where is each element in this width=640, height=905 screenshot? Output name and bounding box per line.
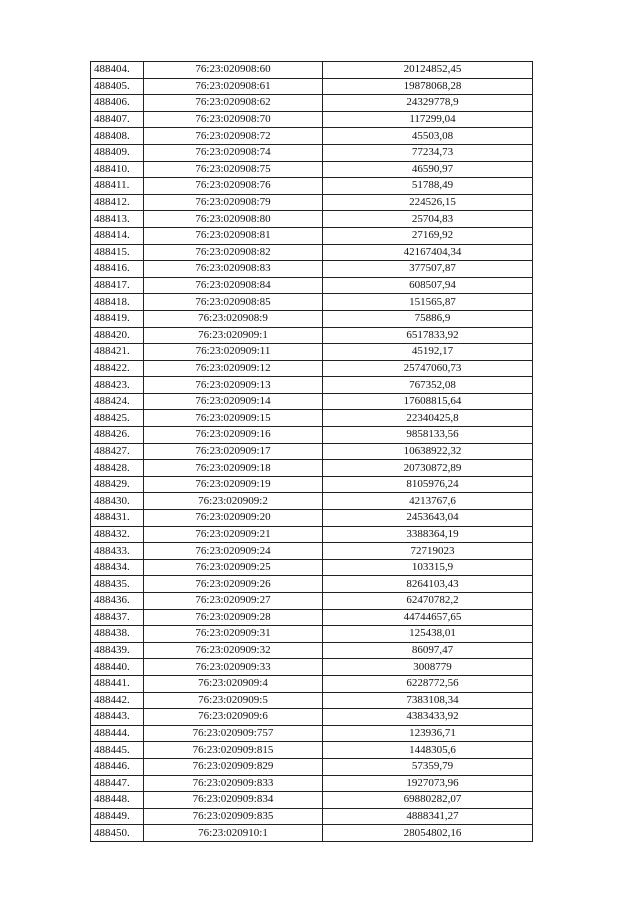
row-number-cell: 488446. [91,758,144,775]
cadastral-number-cell: 76:23:020908:9 [144,310,323,327]
cadastral-value-cell: 2453643,04 [323,510,533,527]
table-row [91,427,533,444]
cadastral-number-cell: 76:23:020908:84 [144,277,323,294]
cadastral-value-cell: 86097,47 [323,642,533,659]
table-row [91,559,533,576]
cadastral-number-cell: 76:23:020909:19 [144,476,323,493]
cadastral-number-cell: 76:23:020909:18 [144,460,323,477]
table-row [91,443,533,460]
cadastral-value-cell: 20124852,45 [323,62,533,79]
cadastral-value-cell: 44744657,65 [323,609,533,626]
cadastral-number-cell: 76:23:020909:11 [144,344,323,361]
table-row [91,62,533,79]
table-row [91,642,533,659]
cadastral-value-cell: 28054802,16 [323,825,533,842]
cadastral-number-cell: 76:23:020909:33 [144,659,323,676]
cadastral-number-cell: 76:23:020909:32 [144,642,323,659]
cadastral-number-cell: 76:23:020908:76 [144,178,323,195]
table-row [91,460,533,477]
row-number-cell: 488411. [91,178,144,195]
table-row [91,128,533,145]
cadastral-number-cell: 76:23:020909:17 [144,443,323,460]
cadastral-number-cell: 76:23:020909:5 [144,692,323,709]
row-number-cell: 488429. [91,476,144,493]
cadastral-number-cell: 76:23:020909:12 [144,360,323,377]
cadastral-value-cell: 25704,83 [323,211,533,228]
cadastral-number-cell: 76:23:020909:14 [144,393,323,410]
cadastral-value-cell: 17608815,64 [323,393,533,410]
cadastral-value-cell: 20730872,89 [323,460,533,477]
row-number-cell: 488436. [91,593,144,610]
cadastral-value-cell: 25747060,73 [323,360,533,377]
row-number-cell: 488447. [91,775,144,792]
cadastral-number-cell: 76:23:020909:15 [144,410,323,427]
table-row [91,675,533,692]
cadastral-value-cell: 19878068,28 [323,78,533,95]
row-number-cell: 488434. [91,559,144,576]
cadastral-number-cell: 76:23:020908:62 [144,95,323,112]
cadastral-value-cell: 3008779 [323,659,533,676]
cadastral-number-cell: 76:23:020908:74 [144,144,323,161]
row-number-cell: 488437. [91,609,144,626]
table-row [91,344,533,361]
table-row [91,709,533,726]
cadastral-number-cell: 76:23:020909:833 [144,775,323,792]
cadastral-value-table [90,61,533,842]
table-row [91,227,533,244]
table-row [91,526,533,543]
table-row [91,261,533,278]
cadastral-number-cell: 76:23:020909:16 [144,427,323,444]
row-number-cell: 488407. [91,111,144,128]
cadastral-number-cell: 76:23:020908:61 [144,78,323,95]
row-number-cell: 488425. [91,410,144,427]
table-row [91,277,533,294]
cadastral-value-cell: 7383108,34 [323,692,533,709]
row-number-cell: 488448. [91,792,144,809]
cadastral-number-cell: 76:23:020909:1 [144,327,323,344]
cadastral-value-cell: 4383433,92 [323,709,533,726]
cadastral-value-cell: 45192,17 [323,344,533,361]
table-row [91,808,533,825]
cadastral-value-cell: 75886,9 [323,310,533,327]
cadastral-value-cell: 62470782,2 [323,593,533,610]
row-number-cell: 488430. [91,493,144,510]
table-row [91,360,533,377]
row-number-cell: 488415. [91,244,144,261]
table-row [91,410,533,427]
row-number-cell: 488417. [91,277,144,294]
row-number-cell: 488438. [91,626,144,643]
cadastral-value-cell: 377507,87 [323,261,533,278]
row-number-cell: 488404. [91,62,144,79]
row-number-cell: 488423. [91,377,144,394]
row-number-cell: 488433. [91,543,144,560]
table-row [91,725,533,742]
cadastral-value-cell: 103315,9 [323,559,533,576]
row-number-cell: 488428. [91,460,144,477]
table-row [91,692,533,709]
cadastral-number-cell: 76:23:020909:6 [144,709,323,726]
table-row [91,194,533,211]
table-row [91,543,533,560]
table-row [91,310,533,327]
cadastral-number-cell: 76:23:020909:4 [144,675,323,692]
table-row [91,742,533,759]
cadastral-number-cell: 76:23:020909:13 [144,377,323,394]
row-number-cell: 488439. [91,642,144,659]
row-number-cell: 488432. [91,526,144,543]
cadastral-number-cell: 76:23:020908:75 [144,161,323,178]
table-row [91,593,533,610]
cadastral-number-cell: 76:23:020908:60 [144,62,323,79]
cadastral-value-cell: 4213767,6 [323,493,533,510]
row-number-cell: 488413. [91,211,144,228]
table-row [91,659,533,676]
row-number-cell: 488449. [91,808,144,825]
row-number-cell: 488405. [91,78,144,95]
table-row [91,493,533,510]
cadastral-number-cell: 76:23:020908:81 [144,227,323,244]
table-row [91,626,533,643]
table-row [91,393,533,410]
cadastral-value-cell: 69880282,07 [323,792,533,809]
row-number-cell: 488440. [91,659,144,676]
cadastral-value-cell: 608507,94 [323,277,533,294]
cadastral-value-cell: 6517833,92 [323,327,533,344]
row-number-cell: 488450. [91,825,144,842]
cadastral-value-cell: 4888341,27 [323,808,533,825]
row-number-cell: 488409. [91,144,144,161]
cadastral-value-cell: 57359,79 [323,758,533,775]
cadastral-number-cell: 76:23:020908:72 [144,128,323,145]
cadastral-value-cell: 51788,49 [323,178,533,195]
cadastral-number-cell: 76:23:020909:835 [144,808,323,825]
row-number-cell: 488418. [91,294,144,311]
cadastral-number-cell: 76:23:020909:31 [144,626,323,643]
cadastral-number-cell: 76:23:020908:70 [144,111,323,128]
row-number-cell: 488410. [91,161,144,178]
row-number-cell: 488443. [91,709,144,726]
row-number-cell: 488419. [91,310,144,327]
table-row [91,95,533,112]
cadastral-value-cell: 224526,15 [323,194,533,211]
cadastral-number-cell: 76:23:020908:80 [144,211,323,228]
cadastral-number-cell: 76:23:020909:28 [144,609,323,626]
cadastral-number-cell: 76:23:020908:82 [144,244,323,261]
cadastral-value-cell: 6228772,56 [323,675,533,692]
cadastral-number-cell: 76:23:020909:815 [144,742,323,759]
cadastral-value-cell: 125438,01 [323,626,533,643]
cadastral-value-cell: 767352,08 [323,377,533,394]
table-row [91,178,533,195]
row-number-cell: 488414. [91,227,144,244]
row-number-cell: 488416. [91,261,144,278]
table-row [91,161,533,178]
cadastral-number-cell: 76:23:020908:85 [144,294,323,311]
cadastral-value-cell: 45503,08 [323,128,533,145]
row-number-cell: 488408. [91,128,144,145]
table-row [91,792,533,809]
table-row [91,327,533,344]
row-number-cell: 488441. [91,675,144,692]
cadastral-number-cell: 76:23:020909:829 [144,758,323,775]
cadastral-number-cell: 76:23:020909:21 [144,526,323,543]
cadastral-value-cell: 9858133,56 [323,427,533,444]
cadastral-value-cell: 8105976,24 [323,476,533,493]
row-number-cell: 488444. [91,725,144,742]
cadastral-number-cell: 76:23:020909:25 [144,559,323,576]
table-row [91,609,533,626]
row-number-cell: 488435. [91,576,144,593]
cadastral-value-cell: 1927073,96 [323,775,533,792]
row-number-cell: 488406. [91,95,144,112]
table-body [91,62,533,842]
table-row [91,775,533,792]
cadastral-number-cell: 76:23:020910:1 [144,825,323,842]
cadastral-value-cell: 3388364,19 [323,526,533,543]
cadastral-number-cell: 76:23:020909:26 [144,576,323,593]
cadastral-value-cell: 22340425,8 [323,410,533,427]
cadastral-value-cell: 46590,97 [323,161,533,178]
cadastral-value-cell: 77234,73 [323,144,533,161]
table-row [91,244,533,261]
row-number-cell: 488422. [91,360,144,377]
cadastral-value-cell: 117299,04 [323,111,533,128]
cadastral-value-cell: 123936,71 [323,725,533,742]
table-row [91,758,533,775]
cadastral-value-cell: 72719023 [323,543,533,560]
cadastral-value-cell: 10638922,32 [323,443,533,460]
row-number-cell: 488445. [91,742,144,759]
row-number-cell: 488426. [91,427,144,444]
row-number-cell: 488424. [91,393,144,410]
row-number-cell: 488421. [91,344,144,361]
table-row [91,294,533,311]
cadastral-number-cell: 76:23:020909:834 [144,792,323,809]
row-number-cell: 488442. [91,692,144,709]
table-row [91,111,533,128]
cadastral-number-cell: 76:23:020908:83 [144,261,323,278]
cadastral-number-cell: 76:23:020909:2 [144,493,323,510]
table-row [91,377,533,394]
cadastral-value-cell: 27169,92 [323,227,533,244]
table-row [91,476,533,493]
cadastral-number-cell: 76:23:020909:24 [144,543,323,560]
cadastral-value-cell: 8264103,43 [323,576,533,593]
cadastral-value-cell: 24329778,9 [323,95,533,112]
cadastral-number-cell: 76:23:020909:757 [144,725,323,742]
table-row [91,576,533,593]
table-row [91,78,533,95]
row-number-cell: 488420. [91,327,144,344]
table-row [91,211,533,228]
cadastral-value-cell: 1448305,6 [323,742,533,759]
cadastral-value-cell: 42167404,34 [323,244,533,261]
table-row [91,825,533,842]
table-row [91,510,533,527]
row-number-cell: 488412. [91,194,144,211]
row-number-cell: 488427. [91,443,144,460]
cadastral-value-cell: 151565,87 [323,294,533,311]
table-row [91,144,533,161]
cadastral-number-cell: 76:23:020908:79 [144,194,323,211]
row-number-cell: 488431. [91,510,144,527]
cadastral-number-cell: 76:23:020909:20 [144,510,323,527]
cadastral-number-cell: 76:23:020909:27 [144,593,323,610]
